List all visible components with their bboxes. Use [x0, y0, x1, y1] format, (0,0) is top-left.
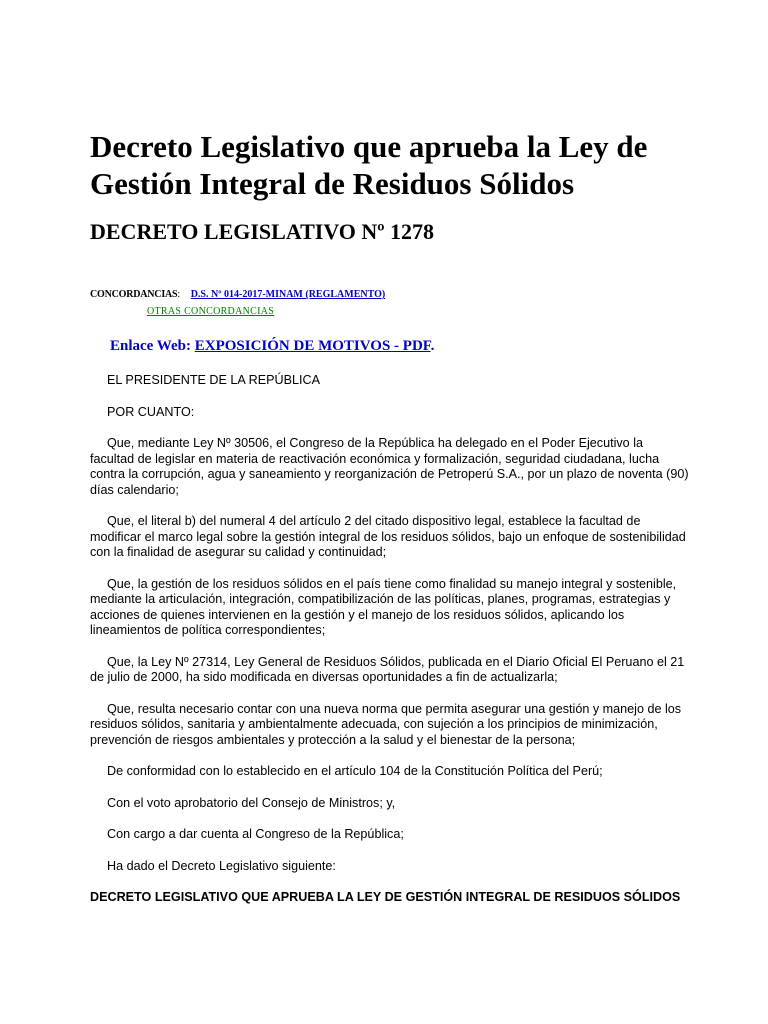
- paragraph: Ha dado el Decreto Legislativo siguiente:: [107, 858, 336, 873]
- document-body: [90, 373, 690, 906]
- concordancias-row: [90, 289, 385, 301]
- paragraph: Que, el literal b) del numeral 4 del artículo 2 del citado dispositivo legal, establece la facultad de modificar el marco legal sobre la gestión integral de los residuos sólidos, bajo un enfoque de sostenibilidad con la finalidad de asegurar su calidad y continuidad;: [90, 514, 686, 559]
- web-link-suffix: .: [430, 338, 435, 354]
- web-link-prefix: Enlace Web:: [110, 338, 195, 354]
- paragraph: Que, mediante Ley Nº 30506, el Congreso de la República ha delegado en el Poder Ejecutivo la facultad de legislar en materia de reactivación económica y formalización, seguridad ciudadana, lucha contra la corrupción, agua y saneamiento y reorganización de Petroperú S.A., por un plazo de noventa (90) días calendario;: [90, 436, 689, 497]
- paragraph-president: EL PRESIDENTE DE LA REPÚBLICA: [107, 373, 320, 387]
- concordancias-colon: :: [177, 289, 181, 300]
- exposicion-motivos-link[interactable]: EXPOSICIÓN DE MOTIVOS - PDF: [194, 338, 431, 354]
- reglamento-link[interactable]: D.S. Nº 014-2017-MINAM (REGLAMENTO): [190, 289, 386, 300]
- paragraph-por-cuanto: POR CUANTO:: [107, 404, 195, 419]
- otras-concordancias-link[interactable]: OTRAS CONCORDANCIAS: [147, 306, 275, 317]
- paragraph: Con el voto aprobatorio del Consejo de Ministros; y,: [107, 795, 396, 810]
- document-subtitle: DECRETO LEGISLATIVO Nº 1278: [90, 219, 435, 244]
- paragraph: De conformidad con lo establecido en el artículo 104 de la Constitución Política del Perú;: [107, 764, 603, 778]
- paragraph: Que, la gestión de los residuos sólidos en el país tiene como finalidad su manejo integral y sostenible, mediante la articulación, integración, compatibilización de las políticas, planes, programas, estrategias y acciones de quienes intervienen en la gestión y el manejo de los residuos sólidos, aplicando los lineamientos de política correspondientes;: [90, 576, 677, 637]
- concordancias-label: CONCORDANCIAS: [90, 289, 178, 300]
- law-heading: DECRETO LEGISLATIVO QUE APRUEBA LA LEY DE GESTIÓN INTEGRAL DE RESIDUOS SÓLIDOS: [90, 890, 681, 904]
- web-link-row: [110, 337, 434, 355]
- paragraph: Que, resulta necesario contar con una nueva norma que permita asegurar una gestión y manejo de los residuos sólidos, sanitaria y ambientalmente adecuada, con sujeción a los principios de minimización, prevención de riesgos ambientales y protección a la salud y el bienestar de la persona;: [90, 701, 682, 747]
- paragraph: Que, la Ley Nº 27314, Ley General de Residuos Sólidos, publicada en el Diario Oficial El Peruano el 21 de julio de 2000, ha sido modificada en diversas oportunidades a fin de actualizarla;: [90, 654, 685, 684]
- paragraph: Con cargo a dar cuenta al Congreso de la República;: [107, 827, 404, 841]
- document-title: Decreto Legislativo que aprueba la Ley de Gestión Integral de Residuos Sólidos: [90, 129, 648, 201]
